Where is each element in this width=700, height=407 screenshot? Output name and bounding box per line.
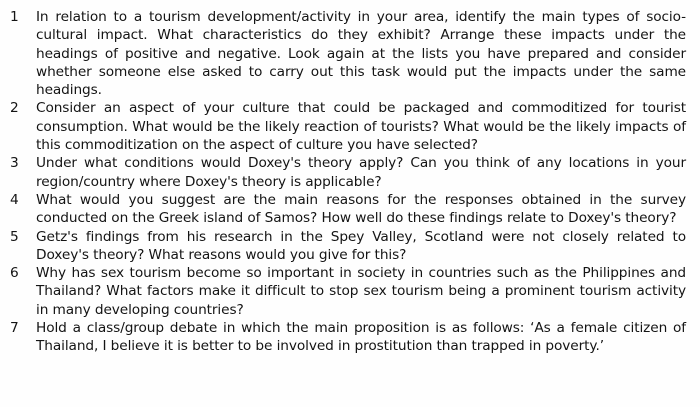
question-text: In relation to a tourism development/activity in your area, identify the main types of socio-cultural impact. What characteristics do they exhibit? Arrange these impacts under the headings of positive and negative. Look again at the lists you have prepared and consider whether someone else asked to carry out this task would put the impacts under the same headings. — [36, 9, 686, 99]
question-item-6 — [0, 264, 686, 319]
question-item-3 — [0, 154, 686, 191]
question-item-5 — [0, 228, 686, 265]
question-text: What would you suggest are the main reasons for the responses obtained in the survey conducted on the Greek island of Samos? How well do these findings relate to Doxey's theory? — [36, 191, 686, 227]
question-number: 5 — [10, 228, 19, 245]
question-number: 7 — [10, 320, 19, 337]
question-text: Hold a class/group debate in which the main proposition is as follows: ‘As a female citizen of Thailand, I believe it is better to be involved in prostitution than trapped in poverty.’ — [36, 320, 686, 355]
question-item-4 — [0, 191, 686, 228]
question-text: Why has sex tourism become so important in society in countries such as the Philippines and Thailand? What factors make it difficult to stop sex tourism being a prominent tourism activity in many developing countries? — [36, 265, 686, 318]
question-number: 4 — [10, 191, 19, 208]
question-number: 6 — [10, 265, 19, 282]
question-number: 2 — [10, 100, 19, 117]
question-text: Getz's findings from his research in the Spey Valley, Scotland were not closely related to Doxey's theory? What reasons would you give for this? — [36, 228, 686, 263]
question-number: 3 — [10, 155, 19, 172]
question-number: 1 — [10, 9, 19, 25]
question-text: Under what conditions would Doxey's theory apply? Can you think of any locations in your region/country where Doxey's theory is applicable? — [36, 155, 686, 190]
question-item-7 — [0, 319, 686, 356]
question-item-1 — [0, 8, 686, 99]
question-text: Consider an aspect of your culture that could be packaged and commoditized for tourist consumption. What would be the likely reaction of tourists? What would be the likely impacts of this commoditization on the aspect of culture you have selected? — [36, 100, 686, 154]
question-item-2 — [0, 99, 686, 154]
